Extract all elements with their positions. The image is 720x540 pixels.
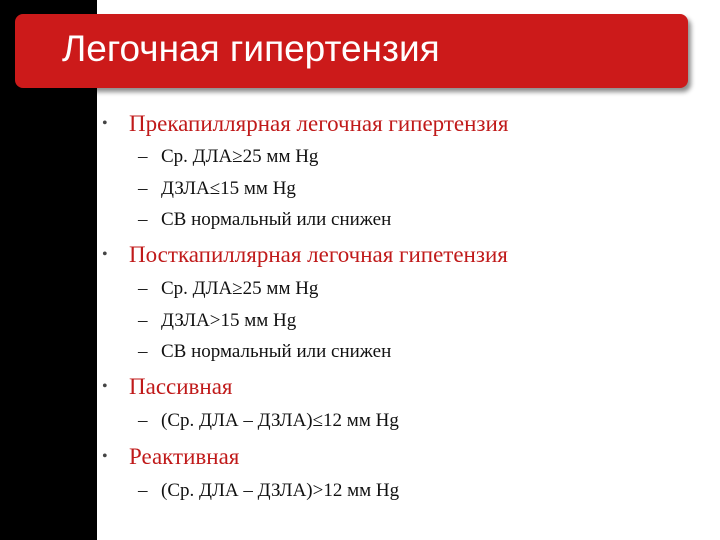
sub-item-text: (Ср. ДЛА – ДЗЛА)≤12 мм Hg (161, 410, 399, 431)
sub-item-text: СВ нормальный или снижен (161, 341, 392, 362)
sub-item-text: Ср. ДЛА≥25 мм Hg (161, 278, 319, 299)
bullet-item (102, 372, 233, 402)
dash-marker: – (138, 341, 148, 362)
sub-item (138, 478, 399, 504)
sub-item-text: (Ср. ДЛА – ДЗЛА)>12 мм Hg (161, 480, 400, 501)
slide-title: Легочная гипертензия (62, 28, 440, 69)
sub-item-text: ДЗЛА≤15 мм Hg (161, 178, 296, 199)
dash-marker: – (138, 410, 148, 431)
sub-item (138, 339, 391, 365)
bullet-marker: • (102, 246, 108, 263)
bullet-item (102, 442, 239, 472)
sub-item-text: ДЗЛА>15 мм Hg (161, 310, 297, 331)
bullet-text: Реактивная (129, 444, 240, 469)
bullet-marker: • (102, 115, 108, 132)
dash-marker: – (138, 146, 148, 167)
bullet-item (102, 109, 508, 139)
sub-item (138, 144, 318, 170)
bullet-marker: • (102, 378, 108, 395)
bullet-text: Пассивная (129, 374, 233, 399)
dash-marker: – (138, 480, 148, 501)
dash-marker: – (138, 209, 148, 230)
bullet-marker: • (102, 448, 108, 465)
sub-item-text: СВ нормальный или снижен (161, 209, 392, 230)
bullet-text: Посткапиллярная легочная гипетензия (129, 242, 508, 267)
dash-marker: – (138, 310, 148, 331)
sub-item (138, 176, 296, 202)
dash-marker: – (138, 278, 148, 299)
bullet-item (102, 240, 508, 270)
sub-item (138, 207, 391, 233)
sub-item (138, 308, 296, 334)
dash-marker: – (138, 178, 148, 199)
sub-item (138, 408, 399, 434)
sub-item (138, 276, 318, 302)
sub-item-text: Ср. ДЛА≥25 мм Hg (161, 146, 319, 167)
bullet-text: Прекапиллярная легочная гипертензия (129, 111, 509, 136)
